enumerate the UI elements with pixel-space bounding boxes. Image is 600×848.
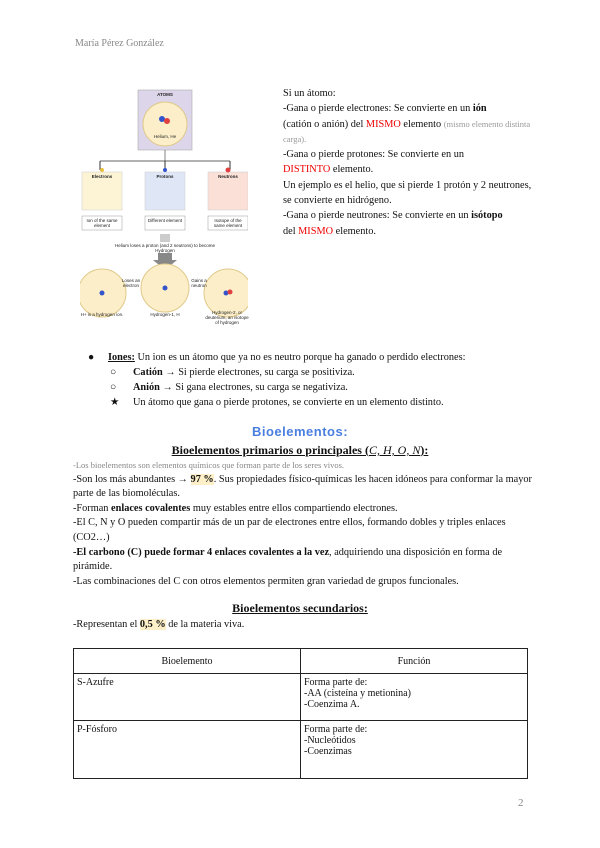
text: -Gana o pierde neutrones: Se convierte en un [283,210,472,222]
atoms-diagram-graphic [80,88,248,324]
figure-h-ion: H+ is a hydrogen ion. [80,312,124,317]
table-cell-function [301,721,528,779]
atom-notes-intro: Si un átomo: [283,88,336,99]
text-red: MISMO [365,118,401,130]
figure-loses-proton: Helium loses a proton (and 2 neutrons) to become Hydrogen [114,243,216,253]
circle-bullet-icon: ○ [110,382,117,393]
para-combinations: -Las combinaciones del C con otros elementos permiten gran variedad de grupos funcionales. [73,575,459,587]
text-bold: isótopo [471,210,503,222]
text-red: MISMO [298,225,334,237]
list-item-cation [88,365,548,380]
figure-lose-electron: Loses an electron [121,278,141,288]
text: muy estables entre ellos compartiendo electrones. [190,502,398,514]
para-double-bonds: -El C, N y O pueden compartir más de un par de electrones entre ellos, formando dobles y triples enlaces (CO2…) [73,517,506,543]
para-carbon [73,546,533,575]
section-title-bioelementos: Bioelementos: [251,424,349,439]
para-covalent [73,502,533,517]
text: , adquiriendo una disposición en forma de pirámide. [73,546,503,573]
text: -Coenzima A. [304,699,360,710]
list-item-anion [88,380,548,395]
page-number: 2 [518,797,524,809]
subtitle-primary [0,443,600,458]
atom-notes-protons [283,147,533,178]
figure-title: ATOMS [157,92,173,97]
text: -Forman [73,502,112,514]
highlight-05: 0,5 % [139,619,166,630]
anion-label: Anión [133,382,160,393]
text-bold: enlaces covalentes [111,502,191,514]
highlight-97: 97 % [190,473,214,485]
text: elemento. [330,164,374,176]
table-cell-element: S-Azufre [74,674,301,721]
text: Forma parte de: [304,724,368,735]
circle-bullet-icon: ○ [110,367,117,378]
table-cell-element: P-Fósforo [74,721,301,779]
atom-notes [283,86,533,239]
bioelements-table [73,648,528,779]
table-header-row [74,649,528,674]
text-bold: ión [472,103,487,115]
atom-notes-neutrons [283,208,533,239]
primary-body [73,458,533,589]
text: del [283,225,299,237]
text: -Nucleótidos [304,735,356,746]
ions-text: Un ion es un átomo que ya no es neutro porque ha ganado o perdido electrones: [134,352,466,363]
figure-h1: Hydrogen-1, H [150,312,180,317]
figure-protons: Protons [156,174,174,179]
figure-gains-neutron: Gains a neutron [191,278,207,288]
text: . Sus propiedades físico-químicas les hacen idóneos para conformar la mayor parte de las biomoléculas. [73,473,532,500]
figure-ion: Ion of the same element [86,218,118,228]
star-icon: ★ [110,397,120,408]
ions-list [88,350,548,410]
text: -Gana o pierde electrones: Se convierte en un [283,103,473,115]
atom-notes-example: Un ejemplo es el helio, que si pierde 1 protón y 2 neutrones, se convierte en hidrógeno. [283,179,532,207]
table-row [74,721,528,779]
text: (catión o anión) del [283,118,366,130]
text: -Coenzimas [304,746,352,757]
definition: -Los bioelementos son elementos químicos que forman parte de los seres vivos. [73,460,344,470]
text: ): [420,443,429,457]
list-item-star [88,395,548,410]
text-red: DISTINTO [283,164,331,176]
text-italic: C, H, O, N [368,443,421,457]
table-cell-function [301,674,528,721]
figure-helium: Helium, He [153,134,177,139]
subtitle-secondary: Bioelementos secundarios: [232,601,368,615]
table-row [74,674,528,721]
text: elemento [400,118,444,130]
text: -Gana o pierde protones: Se convierte en un [283,149,464,161]
figure-different: Different element [147,218,183,223]
list-item-ions [88,350,548,365]
text-bold: -El carbono (C) puede formar 4 enlaces covalentes a la vez [73,546,330,558]
text: Bioelementos primarios o principales ( [171,443,369,457]
para-secondary [73,618,533,633]
star-text: Un átomo que gana o pierde protones, se convierte en un elemento distinto. [133,397,444,408]
figure-electrons: Electrons [91,174,113,179]
figure-isotope: Isotope of the same element [213,218,243,228]
figure-neutrons: Neutrons [218,174,238,179]
text: -Son los más abundantes → [73,473,191,485]
text-note: (mismo elemento distinta carga). [283,118,531,144]
text: elemento. [333,225,376,237]
atoms-diagram [80,88,248,324]
table-header: Función [301,649,528,674]
page-header-author: María Pérez González [75,38,164,49]
cation-label: Catión [133,367,163,378]
ions-label: Iones: [108,352,135,363]
text: Forma parte de: [304,677,368,688]
bullet-icon: ● [88,352,95,363]
text: -AA (cisteína y metionina) [304,688,411,699]
cation-text: → Si pierde electrones, su carga se positiviza. [162,367,355,378]
table-header: Bioelemento [74,649,301,674]
text: -Representan el [73,619,140,630]
anion-text: → Si gana electrones, su carga se negativiza. [159,382,348,393]
figure-h2: Hydrogen-2, or deuterium, an isotope of hydrogen [205,310,249,325]
atom-notes-electrons [283,101,533,147]
text: de la materia viva. [165,619,245,630]
para-abundance [73,473,533,502]
